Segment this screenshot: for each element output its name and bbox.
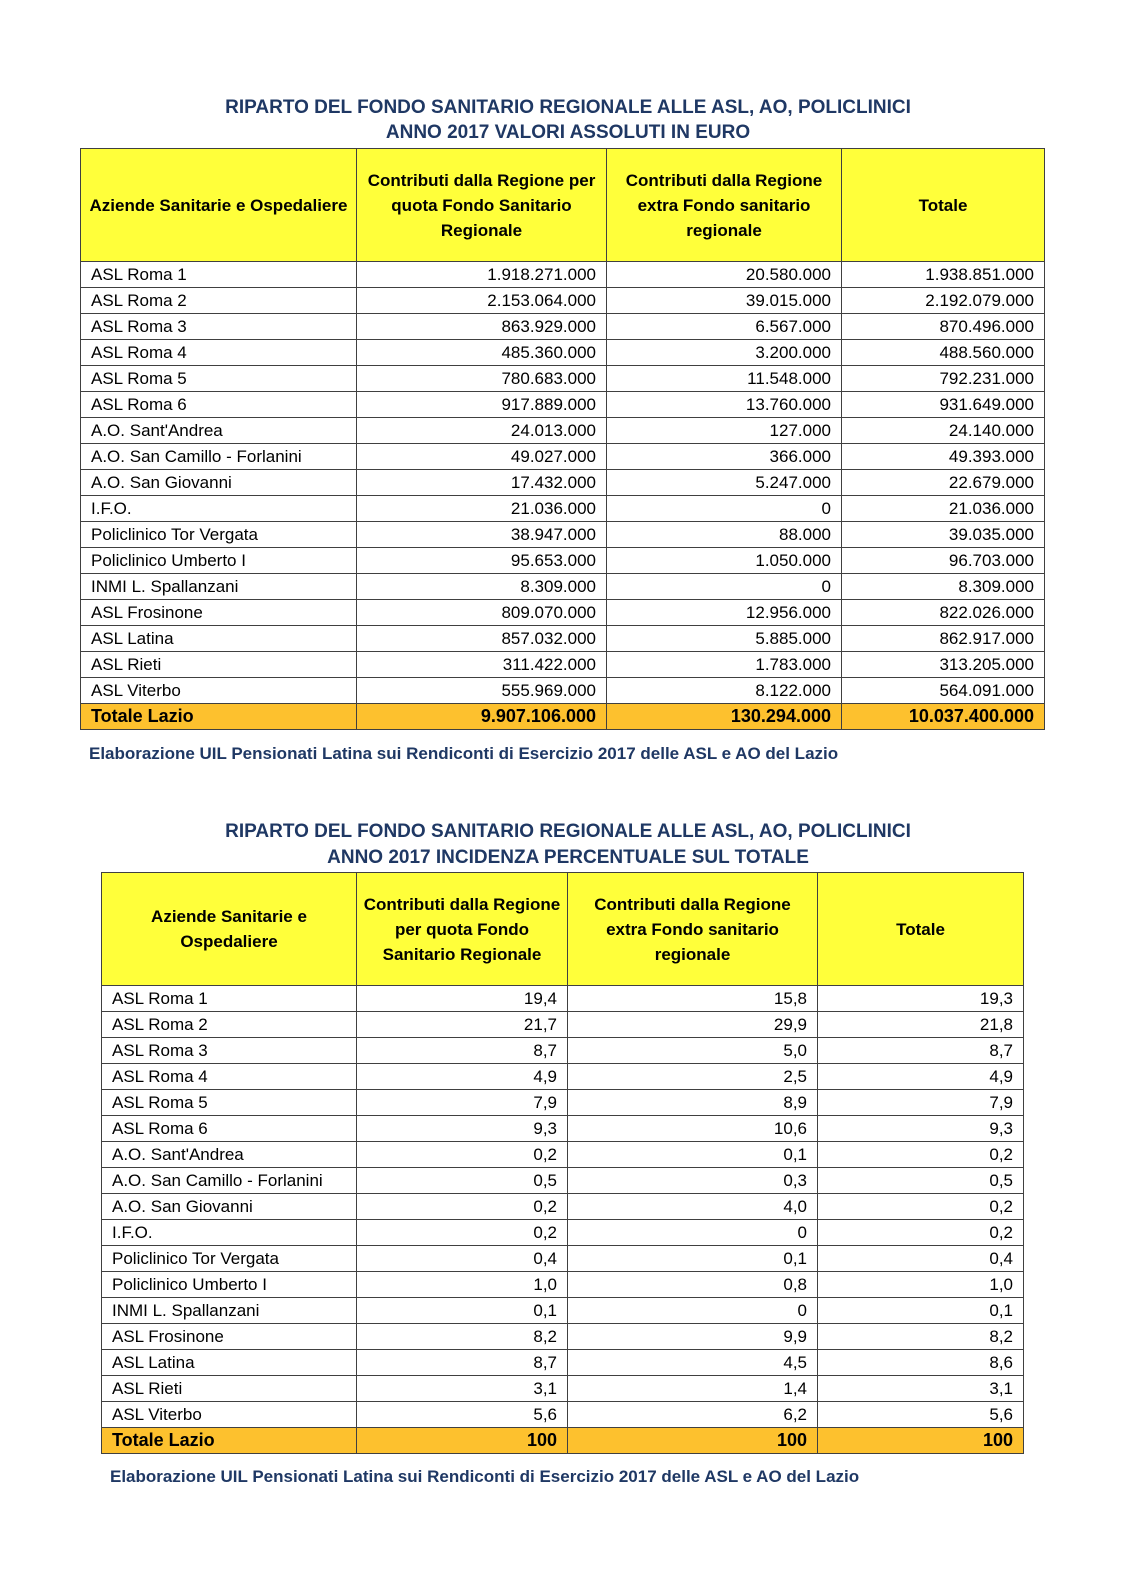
value-cell: 12.956.000 — [607, 600, 842, 626]
value-cell: 485.360.000 — [357, 340, 607, 366]
value-cell: 0,2 — [818, 1194, 1024, 1220]
total-value-cell: 9.907.106.000 — [357, 704, 607, 730]
table-row — [102, 1038, 1024, 1064]
value-cell: 0 — [607, 496, 842, 522]
table-row — [81, 366, 1045, 392]
value-cell: 127.000 — [607, 418, 842, 444]
value-cell: 1.783.000 — [607, 652, 842, 678]
total-label-cell: Totale Lazio — [81, 704, 357, 730]
value-cell: 9,3 — [818, 1116, 1024, 1142]
value-cell: 0,2 — [818, 1142, 1024, 1168]
table-row — [102, 1194, 1024, 1220]
table-row — [102, 1168, 1024, 1194]
value-cell: 8,6 — [818, 1350, 1024, 1376]
value-cell: 564.091.000 — [842, 678, 1045, 704]
row-label-cell: ASL Roma 5 — [81, 366, 357, 392]
value-cell: 39.035.000 — [842, 522, 1045, 548]
table-row — [102, 1220, 1024, 1246]
value-cell: 0,2 — [357, 1194, 568, 1220]
value-cell: 1.938.851.000 — [842, 262, 1045, 288]
value-cell: 3,1 — [357, 1376, 568, 1402]
row-label-cell: ASL Frosinone — [102, 1324, 357, 1350]
value-cell: 311.422.000 — [357, 652, 607, 678]
value-cell: 8,7 — [818, 1038, 1024, 1064]
value-cell: 0,2 — [357, 1142, 568, 1168]
table-row — [81, 600, 1045, 626]
value-cell: 5,6 — [818, 1402, 1024, 1428]
table-row — [81, 418, 1045, 444]
value-cell: 49.027.000 — [357, 444, 607, 470]
table-row — [81, 340, 1045, 366]
value-cell: 24.013.000 — [357, 418, 607, 444]
value-cell: 0,4 — [818, 1246, 1024, 1272]
header-aziende: Aziende Sanitarie e Ospedaliere — [81, 149, 357, 262]
table-row — [81, 262, 1045, 288]
table1-title-line2: ANNO 2017 VALORI ASSOLUTI IN EURO — [385, 122, 751, 143]
value-cell: 1.918.271.000 — [357, 262, 607, 288]
table-row — [102, 1324, 1024, 1350]
value-cell: 0 — [568, 1220, 818, 1246]
row-label-cell: ASL Roma 4 — [102, 1064, 357, 1090]
row-label-cell: ASL Roma 1 — [102, 986, 357, 1012]
row-label-cell: A.O. San Giovanni — [102, 1194, 357, 1220]
table-row — [102, 1064, 1024, 1090]
value-cell: 38.947.000 — [357, 522, 607, 548]
table-row — [102, 1298, 1024, 1324]
value-cell: 39.015.000 — [607, 288, 842, 314]
row-label-cell: ASL Roma 3 — [81, 314, 357, 340]
table-row — [102, 1246, 1024, 1272]
row-label-cell: ASL Roma 3 — [102, 1038, 357, 1064]
row-label-cell: I.F.O. — [81, 496, 357, 522]
value-cell: 862.917.000 — [842, 626, 1045, 652]
value-cell: 313.205.000 — [842, 652, 1045, 678]
value-cell: 8,7 — [357, 1350, 568, 1376]
value-cell: 5,6 — [357, 1402, 568, 1428]
value-cell: 2.192.079.000 — [842, 288, 1045, 314]
value-cell: 0,4 — [357, 1246, 568, 1272]
table2-title-line2: ANNO 2017 INCIDENZA PERCENTUALE SUL TOTALE — [327, 847, 809, 868]
table-header-row — [81, 149, 1045, 262]
value-cell: 19,3 — [818, 986, 1024, 1012]
row-label-cell: INMI L. Spallanzani — [81, 574, 357, 600]
table-row — [81, 496, 1045, 522]
row-label-cell: ASL Frosinone — [81, 600, 357, 626]
value-cell: 96.703.000 — [842, 548, 1045, 574]
row-label-cell: ASL Viterbo — [102, 1402, 357, 1428]
value-cell: 88.000 — [607, 522, 842, 548]
row-label-cell: A.O. San Camillo - Forlanini — [81, 444, 357, 470]
value-cell: 0,2 — [818, 1220, 1024, 1246]
table-row — [102, 986, 1024, 1012]
value-cell: 2.153.064.000 — [357, 288, 607, 314]
value-cell: 8,9 — [568, 1090, 818, 1116]
header-contributi-extra: Contributi dalla Regione extra Fondo sanitario regionale — [568, 873, 818, 986]
value-cell: 10,6 — [568, 1116, 818, 1142]
table-row — [102, 1116, 1024, 1142]
value-cell: 1,0 — [818, 1272, 1024, 1298]
row-label-cell: ASL Latina — [81, 626, 357, 652]
value-cell: 555.969.000 — [357, 678, 607, 704]
value-cell: 0 — [568, 1298, 818, 1324]
value-cell: 0,3 — [568, 1168, 818, 1194]
table-row — [102, 1272, 1024, 1298]
value-cell: 4,0 — [568, 1194, 818, 1220]
row-label-cell: A.O. Sant'Andrea — [102, 1142, 357, 1168]
value-cell: 4,9 — [818, 1064, 1024, 1090]
value-cell: 857.032.000 — [357, 626, 607, 652]
value-cell: 5,0 — [568, 1038, 818, 1064]
absolute-values-table — [80, 148, 1045, 730]
value-cell: 8.309.000 — [357, 574, 607, 600]
row-label-cell: ASL Roma 4 — [81, 340, 357, 366]
table-row — [81, 470, 1045, 496]
row-label-cell: A.O. San Giovanni — [81, 470, 357, 496]
total-label-cell: Totale Lazio — [102, 1428, 357, 1454]
value-cell: 21.036.000 — [842, 496, 1045, 522]
value-cell: 0,5 — [818, 1168, 1024, 1194]
table-header-row — [102, 873, 1024, 986]
table-row — [102, 1142, 1024, 1168]
header-contributi-fsr: Contributi dalla Regione per quota Fondo Sanitario Regionale — [357, 873, 568, 986]
table-row — [81, 678, 1045, 704]
value-cell: 21.036.000 — [357, 496, 607, 522]
value-cell: 9,3 — [357, 1116, 568, 1142]
row-label-cell: ASL Roma 6 — [81, 392, 357, 418]
value-cell: 8,7 — [357, 1038, 568, 1064]
value-cell: 6.567.000 — [607, 314, 842, 340]
row-label-cell: ASL Viterbo — [81, 678, 357, 704]
table1-title-line1: RIPARTO DEL FONDO SANITARIO REGIONALE ALLE ASL, AO, POLICLINICI — [225, 97, 911, 118]
row-label-cell: Policlinico Tor Vergata — [102, 1246, 357, 1272]
row-label-cell: ASL Roma 5 — [102, 1090, 357, 1116]
row-label-cell: ASL Roma 2 — [102, 1012, 357, 1038]
value-cell: 822.026.000 — [842, 600, 1045, 626]
total-value-cell: 10.037.400.000 — [842, 704, 1045, 730]
value-cell: 19,4 — [357, 986, 568, 1012]
value-cell: 931.649.000 — [842, 392, 1045, 418]
total-value-cell: 100 — [357, 1428, 568, 1454]
row-label-cell: ASL Roma 1 — [81, 262, 357, 288]
value-cell: 95.653.000 — [357, 548, 607, 574]
table-row — [102, 1012, 1024, 1038]
total-value-cell: 100 — [568, 1428, 818, 1454]
value-cell: 870.496.000 — [842, 314, 1045, 340]
table-row — [102, 1090, 1024, 1116]
value-cell: 17.432.000 — [357, 470, 607, 496]
value-cell: 22.679.000 — [842, 470, 1045, 496]
table-row — [81, 626, 1045, 652]
value-cell: 0,5 — [357, 1168, 568, 1194]
table-row — [81, 288, 1045, 314]
value-cell: 9,9 — [568, 1324, 818, 1350]
header-totale: Totale — [842, 149, 1045, 262]
row-label-cell: ASL Latina — [102, 1350, 357, 1376]
value-cell: 366.000 — [607, 444, 842, 470]
table-body — [102, 986, 1024, 1454]
table-row — [102, 1350, 1024, 1376]
value-cell: 11.548.000 — [607, 366, 842, 392]
row-label-cell: A.O. Sant'Andrea — [81, 418, 357, 444]
table2-source-note: Elaborazione UIL Pensionati Latina sui Rendiconti di Esercizio 2017 delle ASL e AO del Lazio — [110, 1467, 860, 1486]
table-row — [81, 444, 1045, 470]
row-label-cell: ASL Roma 6 — [102, 1116, 357, 1142]
value-cell: 7,9 — [357, 1090, 568, 1116]
value-cell: 8,2 — [818, 1324, 1024, 1350]
table-body — [81, 262, 1045, 730]
value-cell: 49.393.000 — [842, 444, 1045, 470]
value-cell: 0,1 — [568, 1142, 818, 1168]
header-aziende: Aziende Sanitarie e Ospedaliere — [102, 873, 357, 986]
value-cell: 15,8 — [568, 986, 818, 1012]
value-cell: 0,1 — [818, 1298, 1024, 1324]
table-row — [81, 522, 1045, 548]
value-cell: 3,1 — [818, 1376, 1024, 1402]
value-cell: 0,1 — [357, 1298, 568, 1324]
value-cell: 4,5 — [568, 1350, 818, 1376]
value-cell: 20.580.000 — [607, 262, 842, 288]
value-cell: 1,0 — [357, 1272, 568, 1298]
value-cell: 917.889.000 — [357, 392, 607, 418]
table-row — [102, 1376, 1024, 1402]
value-cell: 1,4 — [568, 1376, 818, 1402]
header-contributi-extra: Contributi dalla Regione extra Fondo sanitario regionale — [607, 149, 842, 262]
value-cell: 0,2 — [357, 1220, 568, 1246]
value-cell: 488.560.000 — [842, 340, 1045, 366]
row-label-cell: Policlinico Umberto I — [81, 548, 357, 574]
header-contributi-fsr: Contributi dalla Regione per quota Fondo Sanitario Regionale — [357, 149, 607, 262]
value-cell: 29,9 — [568, 1012, 818, 1038]
value-cell: 0,1 — [568, 1246, 818, 1272]
table-row — [81, 314, 1045, 340]
value-cell: 0,8 — [568, 1272, 818, 1298]
value-cell: 21,7 — [357, 1012, 568, 1038]
table-row — [81, 392, 1045, 418]
row-label-cell: Policlinico Tor Vergata — [81, 522, 357, 548]
value-cell: 5.885.000 — [607, 626, 842, 652]
value-cell: 809.070.000 — [357, 600, 607, 626]
total-row — [102, 1428, 1024, 1454]
value-cell: 2,5 — [568, 1064, 818, 1090]
header-totale: Totale — [818, 873, 1024, 986]
value-cell: 8,2 — [357, 1324, 568, 1350]
row-label-cell: Policlinico Umberto I — [102, 1272, 357, 1298]
value-cell: 6,2 — [568, 1402, 818, 1428]
row-label-cell: ASL Rieti — [81, 652, 357, 678]
table-row — [81, 548, 1045, 574]
row-label-cell: ASL Roma 2 — [81, 288, 357, 314]
value-cell: 0 — [607, 574, 842, 600]
percentage-table — [101, 872, 1024, 1454]
total-value-cell: 100 — [818, 1428, 1024, 1454]
value-cell: 863.929.000 — [357, 314, 607, 340]
table2-title-line1: RIPARTO DEL FONDO SANITARIO REGIONALE ALLE ASL, AO, POLICLINICI — [225, 821, 911, 842]
table-row — [102, 1402, 1024, 1428]
value-cell: 780.683.000 — [357, 366, 607, 392]
value-cell: 13.760.000 — [607, 392, 842, 418]
value-cell: 8.122.000 — [607, 678, 842, 704]
row-label-cell: INMI L. Spallanzani — [102, 1298, 357, 1324]
row-label-cell: ASL Rieti — [102, 1376, 357, 1402]
value-cell: 1.050.000 — [607, 548, 842, 574]
table1-source-note: Elaborazione UIL Pensionati Latina sui Rendiconti di Esercizio 2017 delle ASL e AO del Lazio — [89, 744, 839, 763]
value-cell: 8.309.000 — [842, 574, 1045, 600]
value-cell: 3.200.000 — [607, 340, 842, 366]
value-cell: 24.140.000 — [842, 418, 1045, 444]
value-cell: 792.231.000 — [842, 366, 1045, 392]
value-cell: 7,9 — [818, 1090, 1024, 1116]
value-cell: 21,8 — [818, 1012, 1024, 1038]
value-cell: 5.247.000 — [607, 470, 842, 496]
table-row — [81, 652, 1045, 678]
row-label-cell: I.F.O. — [102, 1220, 357, 1246]
total-row — [81, 704, 1045, 730]
table-row — [81, 574, 1045, 600]
row-label-cell: A.O. San Camillo - Forlanini — [102, 1168, 357, 1194]
total-value-cell: 130.294.000 — [607, 704, 842, 730]
value-cell: 4,9 — [357, 1064, 568, 1090]
